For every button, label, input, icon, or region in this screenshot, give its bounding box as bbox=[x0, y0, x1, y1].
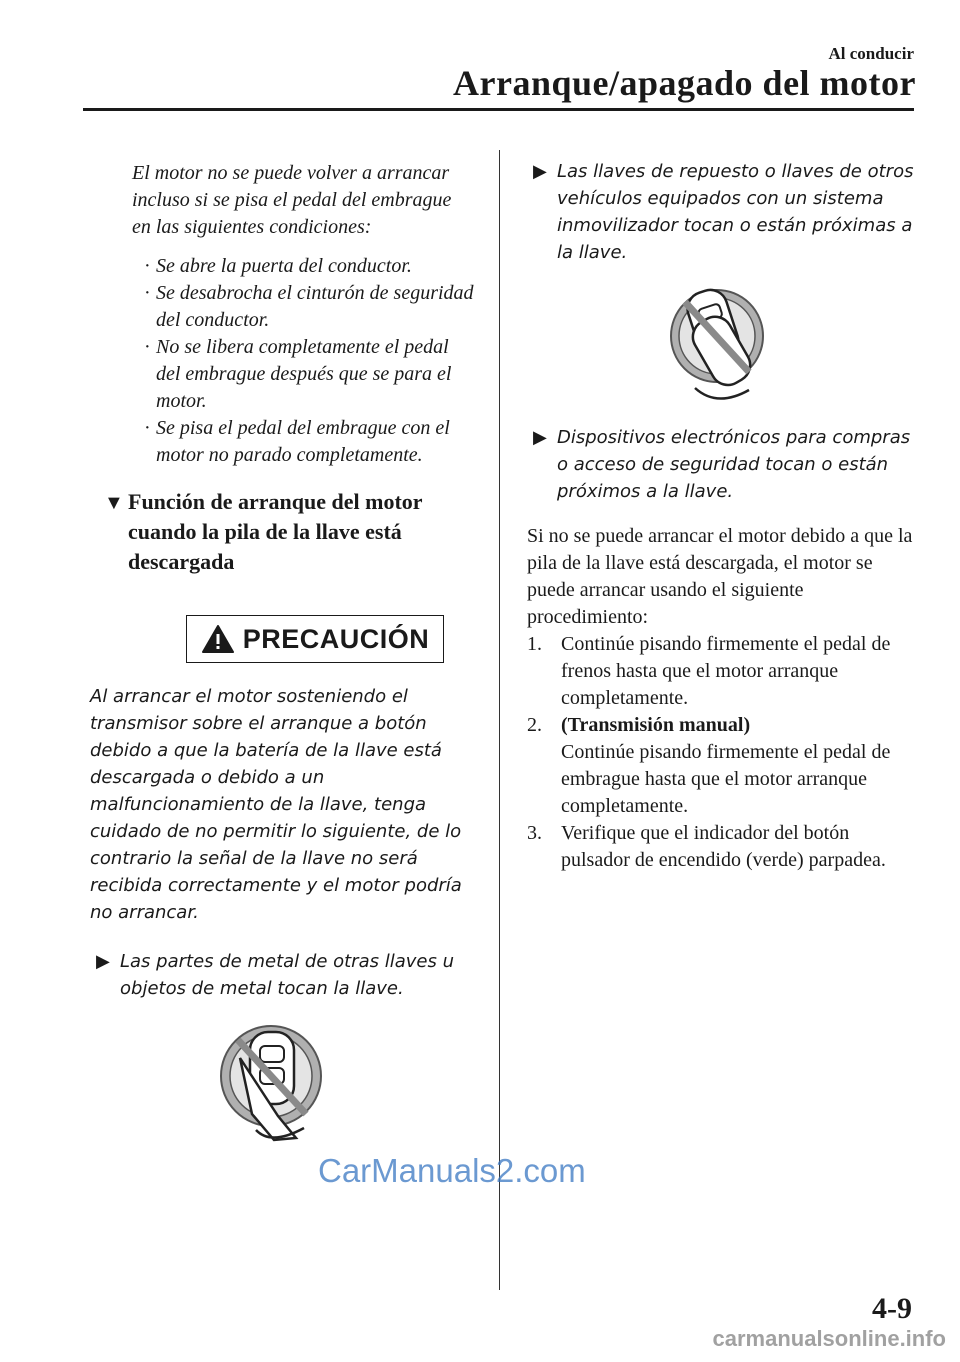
list-item: · Se pisa el pedal del embrague con el motor no parado completamente. bbox=[144, 415, 474, 469]
list-item bbox=[527, 631, 917, 712]
subheading-text: Función de arranque del motor cuando la pila de la llave está descargada bbox=[128, 489, 423, 574]
step-number: 1. bbox=[527, 633, 542, 655]
arrow-bullet-icon: ▶ bbox=[533, 427, 547, 448]
list-item bbox=[527, 712, 917, 820]
caution-item-text: Las partes de metal de otras llaves u objetos de metal tocan la llave. bbox=[120, 951, 454, 999]
step-text: Continúe pisando firmemente el pedal de frenos hasta que el motor arranque completamente. bbox=[561, 633, 891, 709]
site-watermark: carmanualsonline.info bbox=[712, 1326, 946, 1351]
subheading bbox=[104, 487, 474, 577]
caution-box bbox=[186, 615, 444, 663]
right-column bbox=[527, 158, 917, 874]
page-number: 4-9 bbox=[872, 1292, 912, 1325]
caution-item bbox=[90, 948, 492, 1002]
triangle-marker-icon: ▼ bbox=[104, 492, 124, 514]
step-text: Continúe pisando firmemente el pedal de embrague hasta que el motor arranque completamente. bbox=[561, 741, 891, 817]
column-divider bbox=[499, 150, 500, 1290]
header-rule bbox=[83, 108, 914, 111]
procedure-steps bbox=[527, 631, 917, 874]
caution-item bbox=[527, 158, 917, 266]
step-number: 3. bbox=[527, 822, 542, 844]
step-text: Verifique que el indicador del botón pulsador de encendido (verde) parpadea. bbox=[561, 822, 886, 871]
chapter-title: Arranque/apagado del motor bbox=[453, 63, 916, 103]
procedure-intro: Si no se puede arrancar el motor debido a que la pila de la llave está descargada, el motor se puede arrancar usando el siguiente procedimiento: bbox=[527, 525, 913, 628]
step-label: (Transmisión manual) bbox=[561, 714, 751, 736]
left-column bbox=[90, 160, 474, 1150]
warning-icon bbox=[201, 624, 235, 654]
list-item: · Se abre la puerta del conductor. bbox=[144, 253, 474, 280]
caution-item bbox=[527, 424, 917, 505]
list-item: · Se desabrocha el cinturón de seguridad del conductor. bbox=[144, 280, 474, 334]
caution-item-text: Las llaves de repuesto o llaves de otros vehículos equipados con un sistema inmovilizador tocan o están próximas a la llave. bbox=[557, 161, 914, 263]
caution-title: PRECAUCIÓN bbox=[242, 623, 430, 654]
arrow-bullet-icon: ▶ bbox=[533, 161, 547, 182]
section-label: Al conducir bbox=[828, 44, 914, 63]
intro-paragraph: El motor no se puede volver a arrancar incluso si se pisa el pedal del embrague en las siguientes condiciones: bbox=[132, 162, 452, 238]
spare-keys-illustration bbox=[667, 280, 767, 412]
caution-text: Al arrancar el motor sosteniendo el transmisor sobre el arranque a botón debido a que la batería de la llave está descargada o debido a un malfuncionamiento de la llave, tenga cuidado de no permitir lo siguiente, de lo contrario la señal de la llave no será recibida correctamente y el motor podría no arrancar. bbox=[90, 686, 462, 923]
condition-list bbox=[144, 253, 474, 469]
step-number: 2. bbox=[527, 714, 542, 736]
list-item: · No se libera completamente el pedal del embrague después que se para el motor. bbox=[144, 334, 474, 415]
arrow-bullet-icon: ▶ bbox=[96, 951, 110, 972]
caution-item-text: Dispositivos electrónicos para compras o acceso de seguridad tocan o están próximos a la llave. bbox=[557, 427, 911, 502]
watermark: CarManuals2.com bbox=[318, 1152, 586, 1189]
key-metal-contact-illustration bbox=[216, 1020, 326, 1150]
list-item bbox=[527, 820, 917, 874]
